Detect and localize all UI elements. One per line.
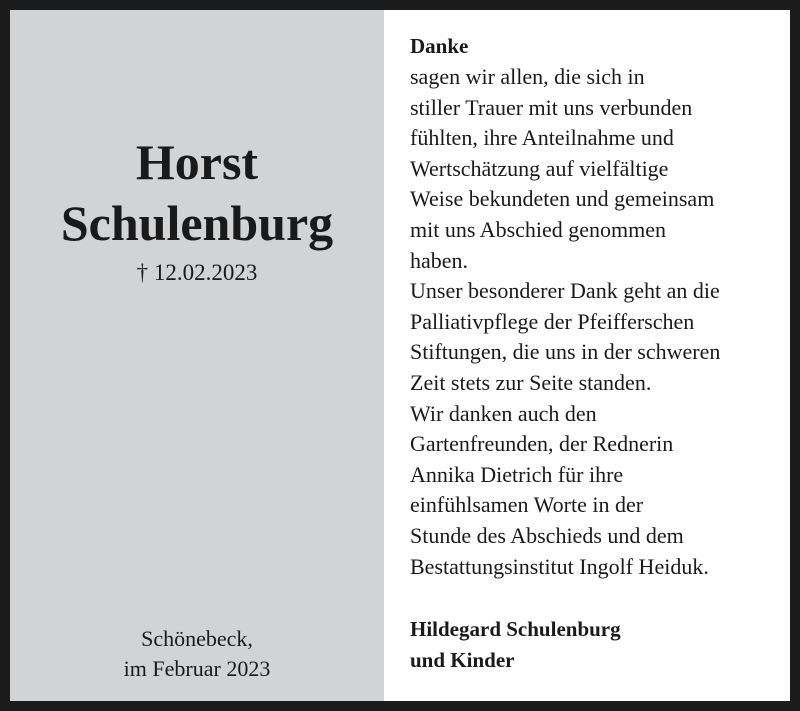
left-panel <box>10 10 384 701</box>
signature-family: und Kinder <box>410 648 515 672</box>
date-line: im Februar 2023 <box>123 656 271 681</box>
text-line: Stunde des Abschieds und dem <box>410 522 684 548</box>
text-line: Unser besonderer Dank geht an die <box>410 278 720 304</box>
place: Schönebeck, <box>141 626 253 651</box>
text-line: mit uns Abschied genommen <box>410 216 667 242</box>
death-date: † 12.02.2023 <box>136 260 258 285</box>
thanks-heading: Danke <box>410 34 469 58</box>
text-line: einfühlsamen Worte in der <box>410 492 644 518</box>
text-line: Bestattungsinstitut Ingolf Heiduk. <box>410 553 709 579</box>
text-line: Annika Dietrich für ihre <box>410 461 624 487</box>
right-panel <box>384 10 790 701</box>
deceased-name <box>10 132 384 254</box>
text-line: stiller Trauer mit uns verbunden <box>410 94 693 120</box>
deceased-last-name: Schulenburg <box>60 195 334 251</box>
text-line: Zeit stets zur Seite standen. <box>410 369 652 395</box>
text-line: fühlten, ihre Anteilnahme und <box>410 125 674 151</box>
deceased-first-name: Horst <box>135 134 259 190</box>
thanks-text <box>410 62 720 582</box>
text-line: Wertschätzung auf vielfältige <box>410 155 669 181</box>
text-line: Palliativpflege der Pfeifferschen <box>410 308 695 334</box>
signature <box>410 614 621 676</box>
place-and-date <box>10 624 384 684</box>
text-line: sagen wir allen, die sich in <box>410 64 645 89</box>
text-line: Weise bekundeten und gemeinsam <box>410 186 715 212</box>
text-line: Stiftungen, die uns in der schweren <box>410 339 721 365</box>
text-line: Wir danken auch den <box>410 400 597 426</box>
signature-name: Hildegard Schulenburg <box>410 617 621 641</box>
text-line: Gartenfreunden, der Rednerin <box>410 431 674 457</box>
text-line: haben. <box>410 247 469 273</box>
